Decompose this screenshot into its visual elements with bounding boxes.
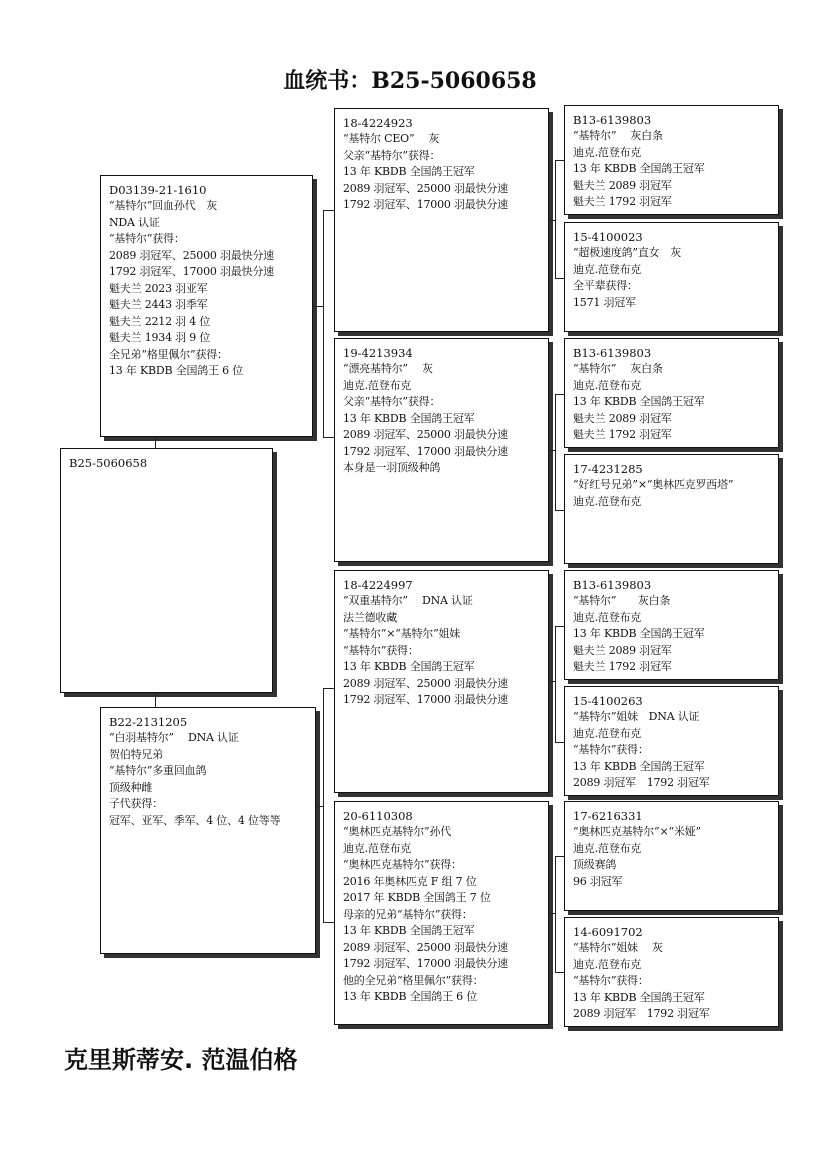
ring-number: 17-6216331 <box>573 809 643 823</box>
pedigree-line: 2089 羽冠军、25000 羽最快分速 <box>343 181 508 195</box>
connector-line <box>323 210 334 211</box>
sire-dam-card <box>334 338 549 562</box>
pedigree-line: 魁夫兰 1792 羽冠军 <box>573 195 672 208</box>
pedigree-line: “超极速度鸽”直女 灰 <box>573 246 682 259</box>
pedigree-line: 13 年 KBDB 全国鸽王冠军 <box>343 411 475 425</box>
pedigree-line: “奥林匹克基特尔”获得： <box>343 858 462 871</box>
pedigree-line: 2017 年 KBDB 全国鸽王 7 位 <box>343 891 491 904</box>
pedigree-line: “奥林匹克基特尔”×“米娅” <box>573 825 701 838</box>
pedigree-line: “基特尔”获得： <box>573 743 649 756</box>
ring-number: 15-4100023 <box>573 230 643 244</box>
pedigree-line: 1792 羽冠军、17000 羽最快分速 <box>343 198 508 211</box>
pedigree-line: 父亲“基特尔”获得： <box>343 395 441 408</box>
pedigree-line: 13 年 KBDB 全国鸽王冠军 <box>343 165 475 178</box>
pedigree-line: 迪克.范登布克 <box>343 841 412 855</box>
pedigree-line: “基特尔”×“基特尔”姐妹 <box>343 627 461 640</box>
pedigree-line: 迪克.范登布克 <box>573 145 642 159</box>
dam-sire-card <box>334 570 549 793</box>
pedigree-line: 13 年 KBDB 全国鸽王 6 位 <box>109 364 244 377</box>
pedigree-line: 母亲的兄弟“基特尔”获得： <box>343 907 473 921</box>
pedigree-line: 顶级赛鸽 <box>573 858 617 871</box>
pedigree-line: 2016 年奥林匹克 F 组 7 位 <box>343 874 477 888</box>
connector-line <box>555 394 564 395</box>
pedigree-line: 1792 羽冠军、17000 羽最快分速 <box>343 444 508 458</box>
pedigree-line: “奥林匹克基特尔”孙代 <box>343 825 452 838</box>
connector-line <box>555 160 564 161</box>
connector-line <box>323 437 334 438</box>
ring-number: 17-4231285 <box>573 462 643 476</box>
ring-number: 14-6091702 <box>573 925 643 939</box>
pedigree-line: 2089 羽冠军、25000 羽最快分速 <box>109 248 274 262</box>
ds-sire-card <box>564 570 779 680</box>
dd-sire-card <box>564 801 779 911</box>
pedigree-line: “基特尔”姐妹 DNA 认证 <box>573 710 700 723</box>
pedigree-line: “双重基特尔” DNA 认证 <box>343 594 473 607</box>
pedigree-line: 迪克.范登布克 <box>573 726 642 740</box>
connector-line <box>323 922 334 923</box>
ring-number: 19-4213934 <box>343 346 413 360</box>
connector-line <box>555 856 556 972</box>
subject-card <box>60 448 273 693</box>
pedigree-line: 迪克.范登布克 <box>573 378 642 392</box>
pedigree-line: 13 年 KBDB 全国鸽王冠军 <box>573 759 705 773</box>
pedigree-line: 贺伯特兄弟 <box>109 747 163 761</box>
connector-line <box>555 856 564 857</box>
pedigree-line: “基特尔” 灰白条 <box>573 594 671 607</box>
pedigree-line: 魁夫兰 2089 羽冠军 <box>573 411 672 425</box>
connector-line <box>555 626 564 627</box>
pedigree-line: 魁夫兰 1792 羽冠军 <box>573 428 672 441</box>
pedigree-line: 魁夫兰 2023 羽亚军 <box>109 281 208 295</box>
pedigree-line: 迪克.范登布克 <box>573 494 642 508</box>
ring-number: 18-4224923 <box>343 116 413 130</box>
pedigree-line: “基特尔”多重回血鸽 <box>109 764 207 777</box>
pedigree-line: “基特尔 CEO” 灰 <box>343 132 440 145</box>
dd-dam-card <box>564 917 779 1027</box>
connector-line <box>155 693 156 707</box>
pedigree-line: 1792 羽冠军、17000 羽最快分速 <box>109 265 274 278</box>
pedigree-line: 本身是一羽顶级种鸽 <box>343 461 441 474</box>
pedigree-line: 迪克.范登布克 <box>573 610 642 624</box>
pedigree-line: 13 年 KBDB 全国鸽王冠军 <box>573 627 705 640</box>
pedigree-line: 13 年 KBDB 全国鸽王冠军 <box>343 660 475 673</box>
pedigree-line: 冠军、亚军、季军、4 位、4 位等等 <box>109 813 281 827</box>
ds-dam-card <box>564 686 779 796</box>
ss-sire-card <box>564 105 779 215</box>
pedigree-line: 法兰德收藏 <box>343 610 397 624</box>
page-title: 血统书：B25-5060658 <box>283 68 537 94</box>
pedigree-line: 13 年 KBDB 全国鸽王冠军 <box>343 924 475 937</box>
pedigree-line: “基特尔”回血孙代 灰 <box>109 199 218 212</box>
pedigree-line: 2089 羽冠军、25000 羽最快分速 <box>343 940 508 954</box>
pedigree-line: “白羽基特尔” DNA 认证 <box>109 731 239 744</box>
pedigree-line: 13 年 KBDB 全国鸽王冠军 <box>573 395 705 408</box>
pedigree-line: 全兄弟“格里佩尔”获得： <box>109 347 228 361</box>
pedigree-line: 13 年 KBDB 全国鸽王冠军 <box>573 990 705 1004</box>
dam-dam-card <box>334 801 549 1025</box>
pedigree-line: 1792 羽冠军、17000 羽最快分速 <box>343 693 508 706</box>
pedigree-line: 1571 羽冠军 <box>573 295 636 309</box>
pedigree-line: “基特尔”获得： <box>109 232 185 245</box>
pedigree-line: 全平辈获得： <box>573 279 638 292</box>
ring-number: B13-6139803 <box>573 346 652 360</box>
ring-number: 20-6110308 <box>343 809 413 823</box>
pedigree-line: 魁夫兰 2212 羽 4 位 <box>109 314 211 328</box>
ring-number: 15-4100263 <box>573 694 643 708</box>
connector-line <box>323 688 324 922</box>
ring-number: B22-2131205 <box>109 715 188 729</box>
connector-line <box>555 394 556 510</box>
ring-number: B13-6139803 <box>573 113 652 127</box>
pedigree-line: 他的全兄弟“格里佩尔”获得： <box>343 973 484 987</box>
pedigree-line: 迪克.范登布克 <box>573 957 642 971</box>
pedigree-line: 魁夫兰 1934 羽 9 位 <box>109 331 211 344</box>
pedigree-line: 顶级种雌 <box>109 780 153 794</box>
pedigree-line: “基特尔” 灰白条 <box>573 129 663 142</box>
pedigree-line: “基特尔”获得： <box>573 974 649 987</box>
sd-dam-card <box>564 454 779 564</box>
connector-line <box>555 278 564 279</box>
pedigree-line: 96 羽冠军 <box>573 874 623 888</box>
pedigree-line: 13 年 KBDB 全国鸽王冠军 <box>573 162 705 175</box>
pedigree-line: 魁夫兰 1792 羽冠军 <box>573 660 672 673</box>
connector-line <box>555 972 564 973</box>
connector-line <box>323 210 324 437</box>
connector-line <box>555 160 556 278</box>
pedigree-line: 迪克.范登布克 <box>573 262 642 276</box>
sire-card <box>100 175 313 437</box>
ss-dam-card <box>564 222 779 332</box>
connector-line <box>555 626 556 742</box>
sire-sire-card <box>334 108 549 332</box>
ring-number: D03139-21-1610 <box>109 183 207 197</box>
connector-line <box>323 688 334 689</box>
pedigree-line: 2089 羽冠军、25000 羽最快分速 <box>343 428 508 441</box>
pedigree-line: 子代获得： <box>109 797 163 810</box>
pedigree-line: “基特尔” 灰白条 <box>573 362 663 375</box>
pedigree-line: 魁夫兰 2089 羽冠军 <box>573 178 672 192</box>
pedigree-line: 1792 羽冠军、17000 羽最快分速 <box>343 957 508 970</box>
pedigree-line: 迪克.范登布克 <box>343 378 412 392</box>
pedigree-line: 迪克.范登布克 <box>573 841 642 855</box>
ring-number: B13-6139803 <box>573 578 652 592</box>
sd-sire-card <box>564 338 779 448</box>
pedigree-line: “漂亮基特尔” 灰 <box>343 362 433 375</box>
pedigree-line: 魁夫兰 2443 羽季军 <box>109 298 208 311</box>
pedigree-line: 2089 羽冠军 1792 羽冠军 <box>573 1007 710 1020</box>
ring-number: 18-4224997 <box>343 578 413 592</box>
pedigree-line: 2089 羽冠军、25000 羽最快分速 <box>343 676 508 690</box>
ring-number: B25-5060658 <box>69 456 148 470</box>
breeder-name: 克里斯蒂安. 范温伯格 <box>64 1046 298 1074</box>
connector-line <box>555 742 564 743</box>
pedigree-line: “基特尔”姐妹 灰 <box>573 941 663 954</box>
pedigree-line: NDA 认证 <box>109 215 160 229</box>
pedigree-line: “好红号兄弟”×“奥林匹克罗西塔” <box>573 478 734 491</box>
pedigree-line: “基特尔”获得： <box>343 643 419 657</box>
pedigree-line: 2089 羽冠军 1792 羽冠军 <box>573 776 710 789</box>
connector-line <box>155 437 156 448</box>
connector-line <box>555 510 564 511</box>
pedigree-line: 13 年 KBDB 全国鸽王 6 位 <box>343 990 478 1003</box>
pedigree-line: 魁夫兰 2089 羽冠军 <box>573 643 672 657</box>
dam-card <box>100 707 316 954</box>
pedigree-line: 父亲“基特尔”获得： <box>343 148 441 162</box>
